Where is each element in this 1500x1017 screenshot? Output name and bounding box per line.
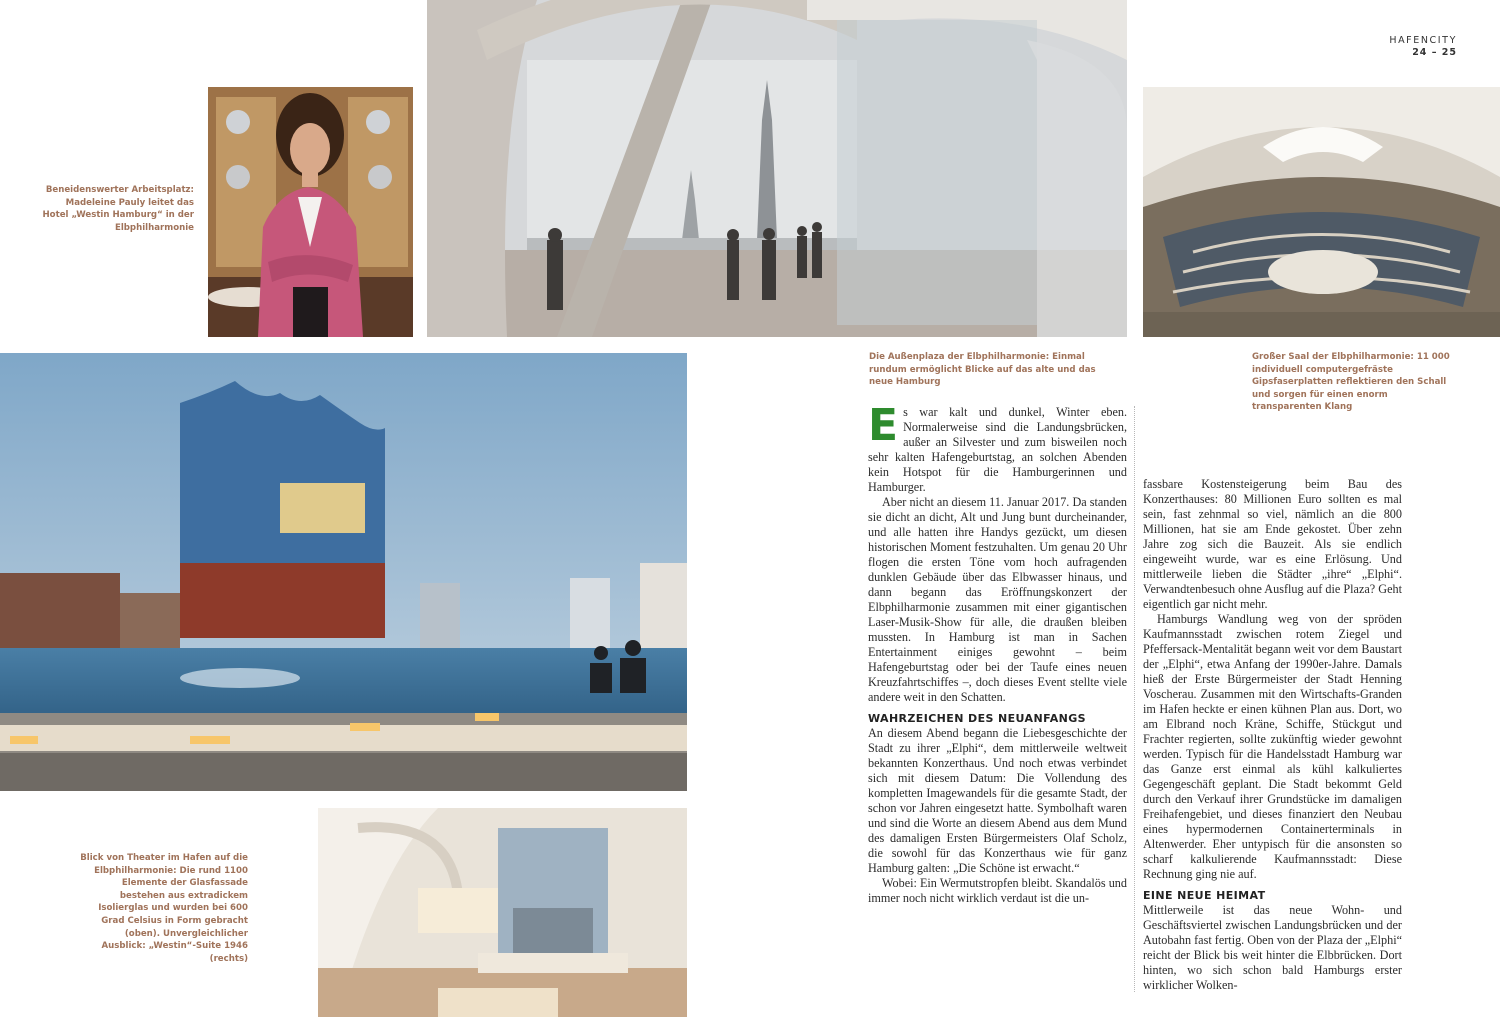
paragraph-6: Mittlerweile ist das neue Wohn- und Geschäftsviertel zwischen Landungsbrücken und der Autobahn fast fertig. Oben von der Plaza der „Elphi“ reicht der Blick bis weit hinter die Elbbrücken. Dort hinten, wo sich schon bald Hamburgs erster wirklicher Wolken- [1143, 903, 1402, 992]
paragraph-4-start: Wobei: Ein Wermutstropfen bleibt. Skandalös und immer noch nicht wirklich verdaut ist die un- [868, 876, 1127, 905]
paragraph-1-text: s war kalt und dunkel, Winter eben. Normalerweise sind die Landungsbrücken, außer an Silvester und zum bisweilen noch sehr kalten Hafengeburtstag, an solchen Abenden kein Hotspot für die Hamburgerinnen und Hamburger. [868, 405, 1127, 494]
caption-hall: Großer Saal der Elbphilharmonie: 11 000 individuell computergefräste Gipsfaserplatten reflektieren den Schall und sorgen für einen enorm transparenten Klang [1252, 352, 1450, 413]
paragraph-4-continued: fassbare Kostensteigerung beim Bau des Konzerthauses: 80 Millionen Euro sollten es mal sein, fast zehnmal so viel, nämlich an die 800 Millionen, hat sie am Ende gekostet. Über zehn Jahre zog sich die Bauzeit. Als sie endlich eingeweiht wurde, war es eine Erlösung. Und mittlerweile lieben die Städter „ihre“ „Elphi“. Verwandtenbesuch ohne Ausflug auf die Plaza? Geht eigentlich gar nicht mehr. [1143, 477, 1402, 611]
caption-theater: Blick von Theater im Hafen auf die Elbphilharmonie: Die rund 1100 Elemente der Glasfassade bestehen aus extradickem Isolierglas und wurden bei 600 Grad Celsius in Form gebracht (oben). Unvergleichlicher Ausblick: „Westin“-Suite 1946 (rechts) [80, 853, 248, 964]
paragraph-3: An diesem Abend begann die Liebesgeschichte der Stadt zu ihrer „Elphi“, dem mittlerweile weltweit bekannten Konzerthaus. Und noch etwas verbindet sich mit diesem Datum: Die Vollendung des kompletten Imagewandels für die gesamte Stadt, der schon vor Jahren eingesetzt hatte. Symbolhaft waren und sind die Worte an diesem Abend aus dem Mund des damaligen Ersten Bürgermeisters Olaf Scholz, die sowohl für das Konzerthaus wie für ganz Hamburg galten: „Die Schöne ist erwacht.“ [868, 726, 1127, 875]
paragraph-5: Hamburgs Wandlung weg von der spröden Kaufmannsstadt zwischen rotem Ziegel und Pfeffersack-Mentalität begann weit vor dem Baustart der „Elphi“, etwa Anfang der 1990er-Jahre. Damals hieß der Erste Bürgermeister der Stadt Henning Voscherau. Zusammen mit den Wirtschafts-Granden im Hafen heckte er einen kühnen Plan aus. Dort, wo am Elbrand noch Kräne, Schiffe, Stückgut und Frachter regierten, sollte zukünftig wieder gewohnt werden. Typisch für die Handelsstadt Hamburg war das Ganze erst einmal als kühl kalkuliertes Gegengeschäft geplant. Die Stadt bekommt Geld durch den Verkauf ihrer Grundstücke im damaligen Freihafengebiet, und dieses finanziert den Neubau eines hypermodernen Containerterminals in Altenwerder. Eher untypisch für die ansonsten so scharf kalkulierende Kaufmannsstadt: Diese Rechnung ging nie auf. [1143, 612, 1402, 881]
plaza-photo [427, 0, 1127, 337]
portrait-photo [208, 87, 413, 337]
drop-cap: E [868, 400, 899, 451]
caption-portrait: Beneidenswerter Arbeitsplatz: Madeleine Pauly leitet das Hotel „Westin Hamburg“ in der Elbphilharmonie [42, 185, 194, 233]
page-numbers: 24 – 25 [1412, 47, 1457, 58]
article-column-1 [868, 400, 1127, 906]
section-label [1389, 35, 1457, 59]
article-column-2 [1143, 477, 1402, 993]
paragraph-1 [868, 400, 1127, 495]
caption-plaza: Die Außenplaza der Elbphilharmonie: Einmal rundum ermöglicht Blicke auf das alte und das neue Hamburg [869, 352, 1096, 388]
column-divider [1134, 406, 1135, 992]
subheading-neue-heimat: EINE NEUE HEIMAT [1143, 889, 1266, 902]
elbphilharmonie-photo [0, 353, 687, 791]
subheading-neuanfang: WAHRZEICHEN DES NEUANFANGS [868, 712, 1086, 725]
paragraph-2: Aber nicht an diesem 11. Januar 2017. Da standen sie dicht an dicht, Alt und Jung bunt durcheinander, und alle hatten ihre Handys gezückt, um diesen historischen Moment festzuhalten. Um genau 20 Uhr flogen die ersten Töne vom hoch aufragenden dunklen Gebäude über das Elbwasser hinaus, und dann begann das Eröffnungskonzert der Elbphilharmonie zusammen mit einer gigantischen Laser-Musik-Show für alle, die draußen bleiben mussten. In Hamburg ist man in Sachen Entertainment einiges gewohnt – beim Hafengeburtstag oder bei der Taufe eines neuen Kreuzfahrtschiffes –, doch dieses Event stellte viele andere weit in den Schatten. [868, 495, 1127, 704]
concert-hall-photo [1143, 87, 1500, 337]
section-name: HAFENCITY [1389, 35, 1457, 46]
suite-photo [318, 808, 687, 1017]
